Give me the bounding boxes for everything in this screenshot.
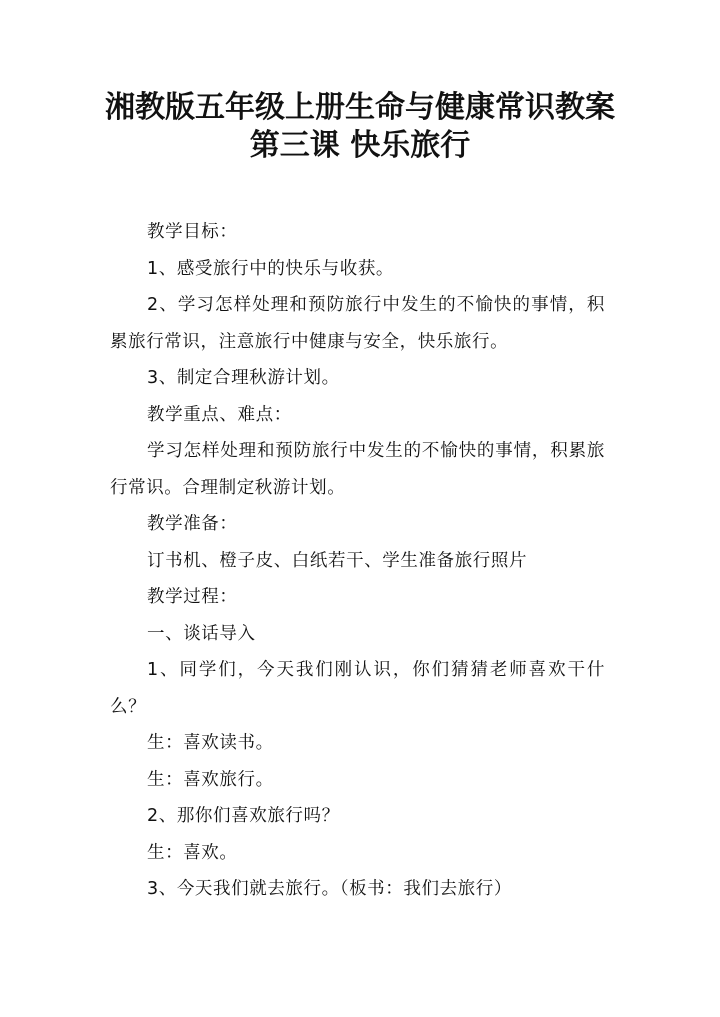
paragraph: 1、同学们，今天我们刚认识，你们猜猜老师喜欢干什么？ [110, 660, 605, 717]
paragraph: 2、学习怎样处理和预防旅行中发生的不愉快的事情，积累旅行常识，注意旅行中健康与安全，快乐旅行。 [110, 295, 605, 352]
paragraph: 生：喜欢读书。 [147, 733, 274, 753]
document-body [110, 214, 605, 908]
document-title: 湘教版五年级上册生命与健康常识教案 [105, 90, 615, 125]
paragraph: 教学准备： [147, 514, 238, 534]
paragraph: 学习怎样处理和预防旅行中发生的不愉快的事情，积累旅行常识。合理制定秋游计划。 [110, 441, 605, 498]
paragraph: 1、感受旅行中的快乐与收获。 [147, 258, 395, 279]
paragraph: 生：喜欢旅行。 [147, 769, 274, 790]
paragraph: 生：喜欢。 [147, 842, 238, 863]
paragraph: 教学过程： [147, 587, 238, 607]
paragraph: 3、今天我们就去旅行。（板书：我们去旅行） [147, 879, 512, 899]
paragraph: 2、那你们喜欢旅行吗？ [147, 806, 340, 826]
paragraph: 订书机、橙子皮、白纸若干、学生准备旅行照片 [147, 550, 528, 571]
paragraph: 一、谈话导入 [147, 623, 256, 644]
paragraph: 3、制定合理秋游计划。 [147, 368, 340, 388]
paragraph: 教学目标： [147, 222, 238, 242]
lesson-title: 第三课 快乐旅行 [249, 128, 471, 163]
paragraph: 教学重点、难点： [147, 404, 292, 425]
